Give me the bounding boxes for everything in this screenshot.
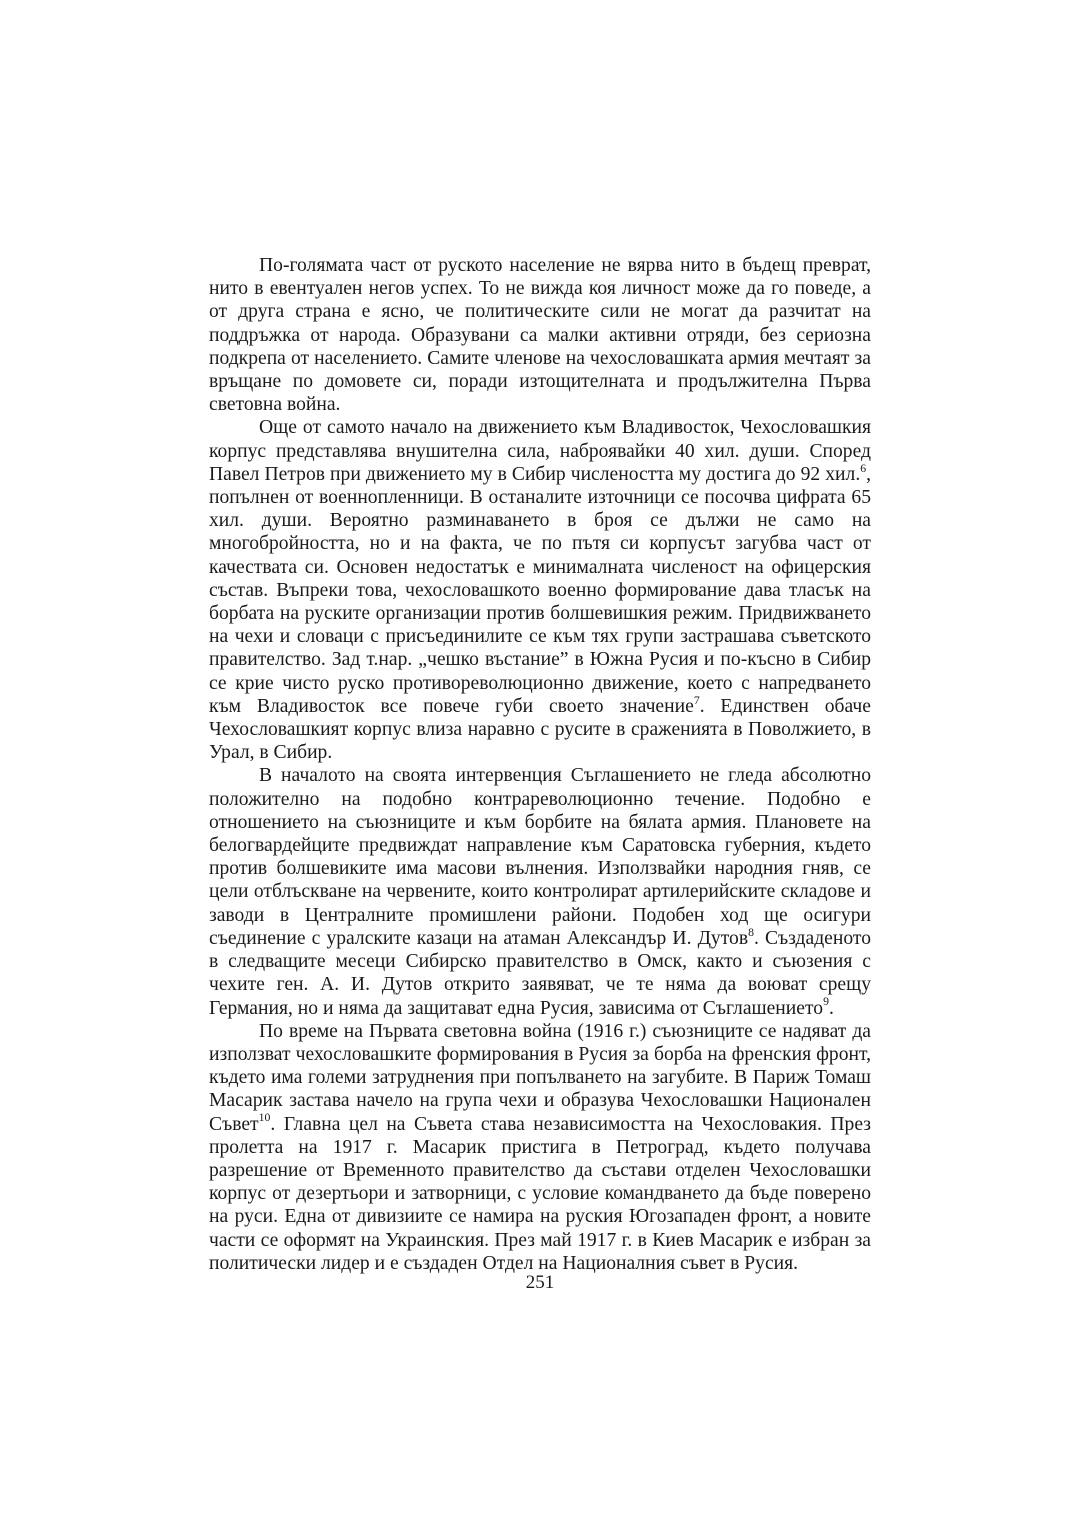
paragraph-4 bbox=[209, 1020, 871, 1275]
text-run: . Създаденото в следващите месеци Сибирско правителство в Омск, както и съюзения с чехите ген. А. И. Дутов открито заявяват, че те няма да воюват срещу Германия, но и няма да защитават една Русия, зависима от Съглашението bbox=[209, 927, 872, 1019]
paragraph-2 bbox=[209, 416, 871, 764]
body-text bbox=[209, 254, 871, 1275]
text-run: По-голямата част от руското население не вярва нито в бъдещ преврат, нито в евентуален негов успех. То не вижда коя личност може да го поведе, а от друга страна е ясно, че политическите сили не могат да разчитат на поддръжка от народа. Образувани са малки активни отряди, без сериозна подкрепа от населението. Самите членове на чехословашката армия мечтаят за връщане по домовете си, поради изтощителната и продължителна Първа световна война. bbox=[209, 255, 871, 416]
footnote-ref-10: 10 bbox=[258, 1111, 271, 1125]
text-run: , попълнен от военнопленници. В останалите източници се посочва цифрата 65 хил. души. Вероятно разминаването в броя се дължи не само на многобройността, но и на факта, че по пътя си корпусът загубва част от качествата си. Основен недостатък е минималната численост на офицерския състав. Въпреки това, чехословашкото военно формирование дава тласък на борбата на руските организации против болшевишкия режим. Придвижването на чехи и словаци с присъединилите се към тях групи застрашава съветското правителство. Зад т.нар. „чешко въстание” в Южна Русия и по-късно в Сибир се крие чисто руско противореволюционно движение, което с напредването към Владивосток все повече губи своето значение bbox=[209, 463, 871, 717]
text-run: Още от самото начало на движението към Владивосток, Чехословашкия корпус представлява внушителна сила, наброявайки 40 хил. души. Според Павел Петров при движението му в Сибир числеността му достига до 92 хил. bbox=[209, 417, 871, 485]
text-run: По време на Първата световна война (1916 г.) съюзниците се надяват да използват чехословашките формирования в Русия за борба на френския фронт, където има големи затруднения при попълването на загубите. В Париж Томаш Масарик застава начело на група чехи и образува Чехословашки Национален Съвет bbox=[209, 1020, 871, 1135]
footnote-ref-7: 7 bbox=[693, 693, 700, 707]
footnote-ref-6: 6 bbox=[860, 461, 867, 475]
text-run: . Главна цел на Съвета става независимостта на Чехословакия. През пролетта на 1917 г. Масарик пристига в Петроград, където получава разрешение от Временното правителство да състави отделен Чехословашки корпус от дезертьори и затворници, с условие командването да бъде поверено на руси. Една от дивизиите се намира на руския Югозападен фронт, а новите части се оформят на Украинския. През май 1917 г. в Киев Масарик е избран за политически лидер и е създаден Отдел на Националния съвет в Русия. bbox=[209, 1113, 871, 1274]
page-number: 251 bbox=[525, 1272, 555, 1293]
paragraph-1 bbox=[209, 254, 871, 416]
paragraph-3 bbox=[209, 764, 871, 1019]
text-run: . bbox=[828, 997, 834, 1019]
footnote-ref-8: 8 bbox=[748, 925, 754, 939]
footnote-ref-9: 9 bbox=[823, 995, 829, 1009]
text-run: В началото на своята интервенция Съглашението не гледа абсолютно положително на подобно контрареволюционно течение. Подобно е отношението на съюзниците и към борбите на бялата армия. Плановете на белогвардейците предвиждат направление към Саратовска губерния, където против болшевиките има масови вълнения. Използвайки народния гняв, се цели отблъскване на червените, които контролират артилерийските складове и заводи в Централните промишлени райони. Подобен ход ще осигури съединение с уралските казаци на атаман Александър И. Дутов bbox=[209, 765, 871, 949]
text-run: . Единствен обаче Чехословашкият корпус влиза наравно с русите в сраженията в Поволжието, в Урал, в Сибир. bbox=[209, 695, 871, 764]
